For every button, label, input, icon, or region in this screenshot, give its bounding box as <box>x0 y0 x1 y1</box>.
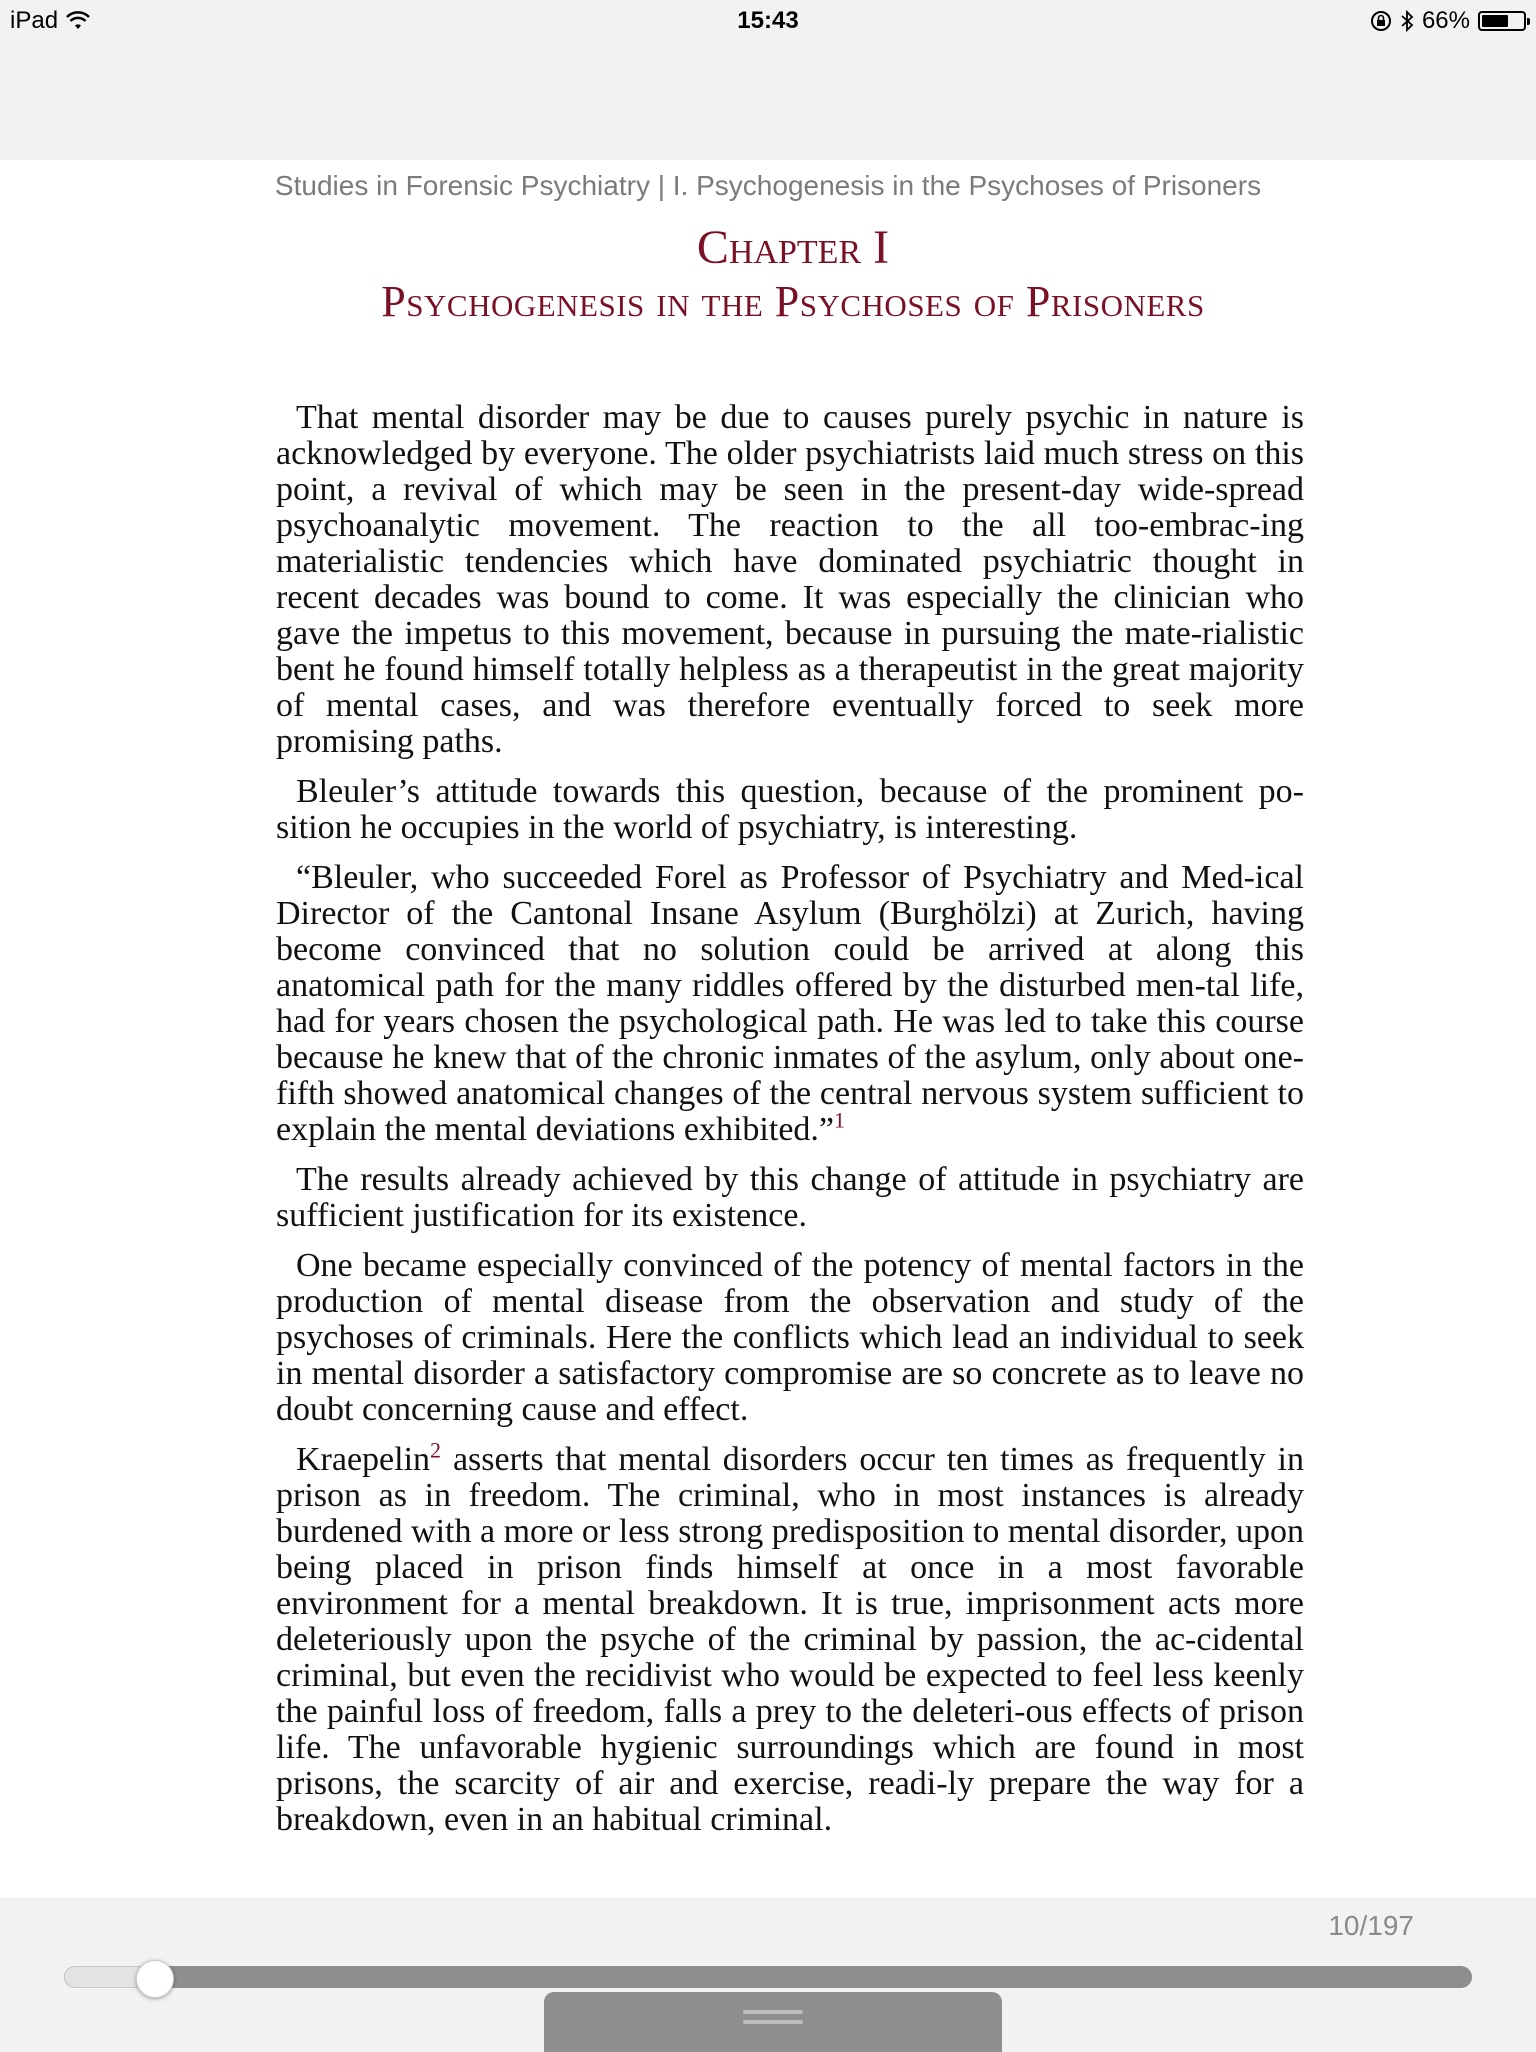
clock: 15:43 <box>737 7 799 34</box>
drawer-handle[interactable] <box>544 1992 1002 2052</box>
footnote-ref-2[interactable]: 2 <box>430 1437 442 1463</box>
grip-line-icon <box>743 2010 803 2014</box>
battery-icon <box>1478 11 1526 31</box>
bottom-bar <box>0 1898 1536 2048</box>
scrubber-read-portion <box>64 1966 144 1988</box>
battery-fill <box>1482 15 1508 27</box>
page-scrubber[interactable] <box>64 1966 1472 1988</box>
quote-text: “Bleuler, who succeeded Forel as Professor of Psychiatry and Med-ical Director of the Cantonal Insane Asylum (Burghölzi) at Zurich, having become convinced that no solution could be arrived at along this anatomical path for the many riddles offered by the disturbed men-tal life, had for years chosen the psychological path. He was led to take this course because he knew that of the chronic inmates of the asylum, only about one-fifth showed anatomical changes of the central nervous system sufficient to explain the mental deviations exhibited.” <box>276 859 1304 1148</box>
footnote-ref-1[interactable]: 1 <box>834 1107 845 1133</box>
paragraph: That mental disorder may be due to causes purely psychic in nature is acknowledged by everyone. The older psychiatrists laid much stress on this point, a revival of which may be seen in the present-day wide-spread psychoanalytic movement. The reaction to the all too-embrac-ing materialistic tendencies which have dominated psychiatric thought in recent decades was bound to come. It was especially the clinician who gave the impetus to this movement, because in pursuing the mate-rialistic bent he found himself totally helpless as a therapeutist in the great majority of mental cases, and was therefore eventually forced to seek more promising paths. <box>276 399 1304 760</box>
page-counter: 10/197 <box>1328 1910 1414 1941</box>
running-head: Studies in Forensic Psychiatry | I. Psychogenesis in the Psychoses of Prisoners <box>274 170 1262 201</box>
grip-line-icon <box>743 2020 803 2024</box>
book-page[interactable] <box>0 160 1536 1898</box>
paragraph: One became especially convinced of the potency of mental factors in the production of mental disease from the observation and study of the psychoses of criminals. Here the conflicts which lead an individual to seek in mental disorder a satisfactory compromise are so concrete as to leave no doubt concerning cause and effect. <box>276 1247 1304 1428</box>
author-name: Kraepelin <box>296 1441 431 1478</box>
paragraph <box>276 1437 1304 1838</box>
rotation-lock-icon <box>1370 10 1392 32</box>
paragraph <box>276 860 1304 1148</box>
scrubber-thumb[interactable] <box>136 1960 174 1998</box>
device-name: iPad <box>10 7 59 34</box>
chapter-title: Psychogenesis in the Psychoses of Prisoners <box>381 277 1205 326</box>
bluetooth-icon <box>1400 10 1414 32</box>
status-right <box>1370 7 1526 35</box>
body-text <box>276 400 1304 1852</box>
battery-nub <box>1527 18 1530 25</box>
chapter-number: Chapter I <box>696 221 890 274</box>
paragraph-text: asserts that mental disorders occur ten times as frequently in prison as in freedom. The criminal, who in most instances is already burdened with a more or less strong predisposition to mental disorder, upon being placed in prison finds himself at once in a most favorable environment for a mental breakdown. It is true, imprisonment acts more deleteriously upon the psyche of the criminal by passion, the ac-cidental criminal, but even the recidivist who would be expected to feel less keenly the painful loss of freedom, falls a prey to the deleteri-ous effects of prison life. The unfavorable hygienic surroundings which are found in most prisons, the scarcity of air and exercise, readi-ly prepare the way for a breakdown, even in an habitual criminal. <box>276 1441 1304 1838</box>
paragraph: The results already achieved by this change of attitude in psychiatry are sufficient justification for its existence. <box>276 1161 1304 1234</box>
battery-percentage: 66% <box>1421 7 1470 34</box>
paragraph: Bleuler’s attitude towards this question, because of the prominent po-sition he occupies in the world of psychiatry, is interesting. <box>276 773 1304 846</box>
status-bar <box>0 0 1536 40</box>
